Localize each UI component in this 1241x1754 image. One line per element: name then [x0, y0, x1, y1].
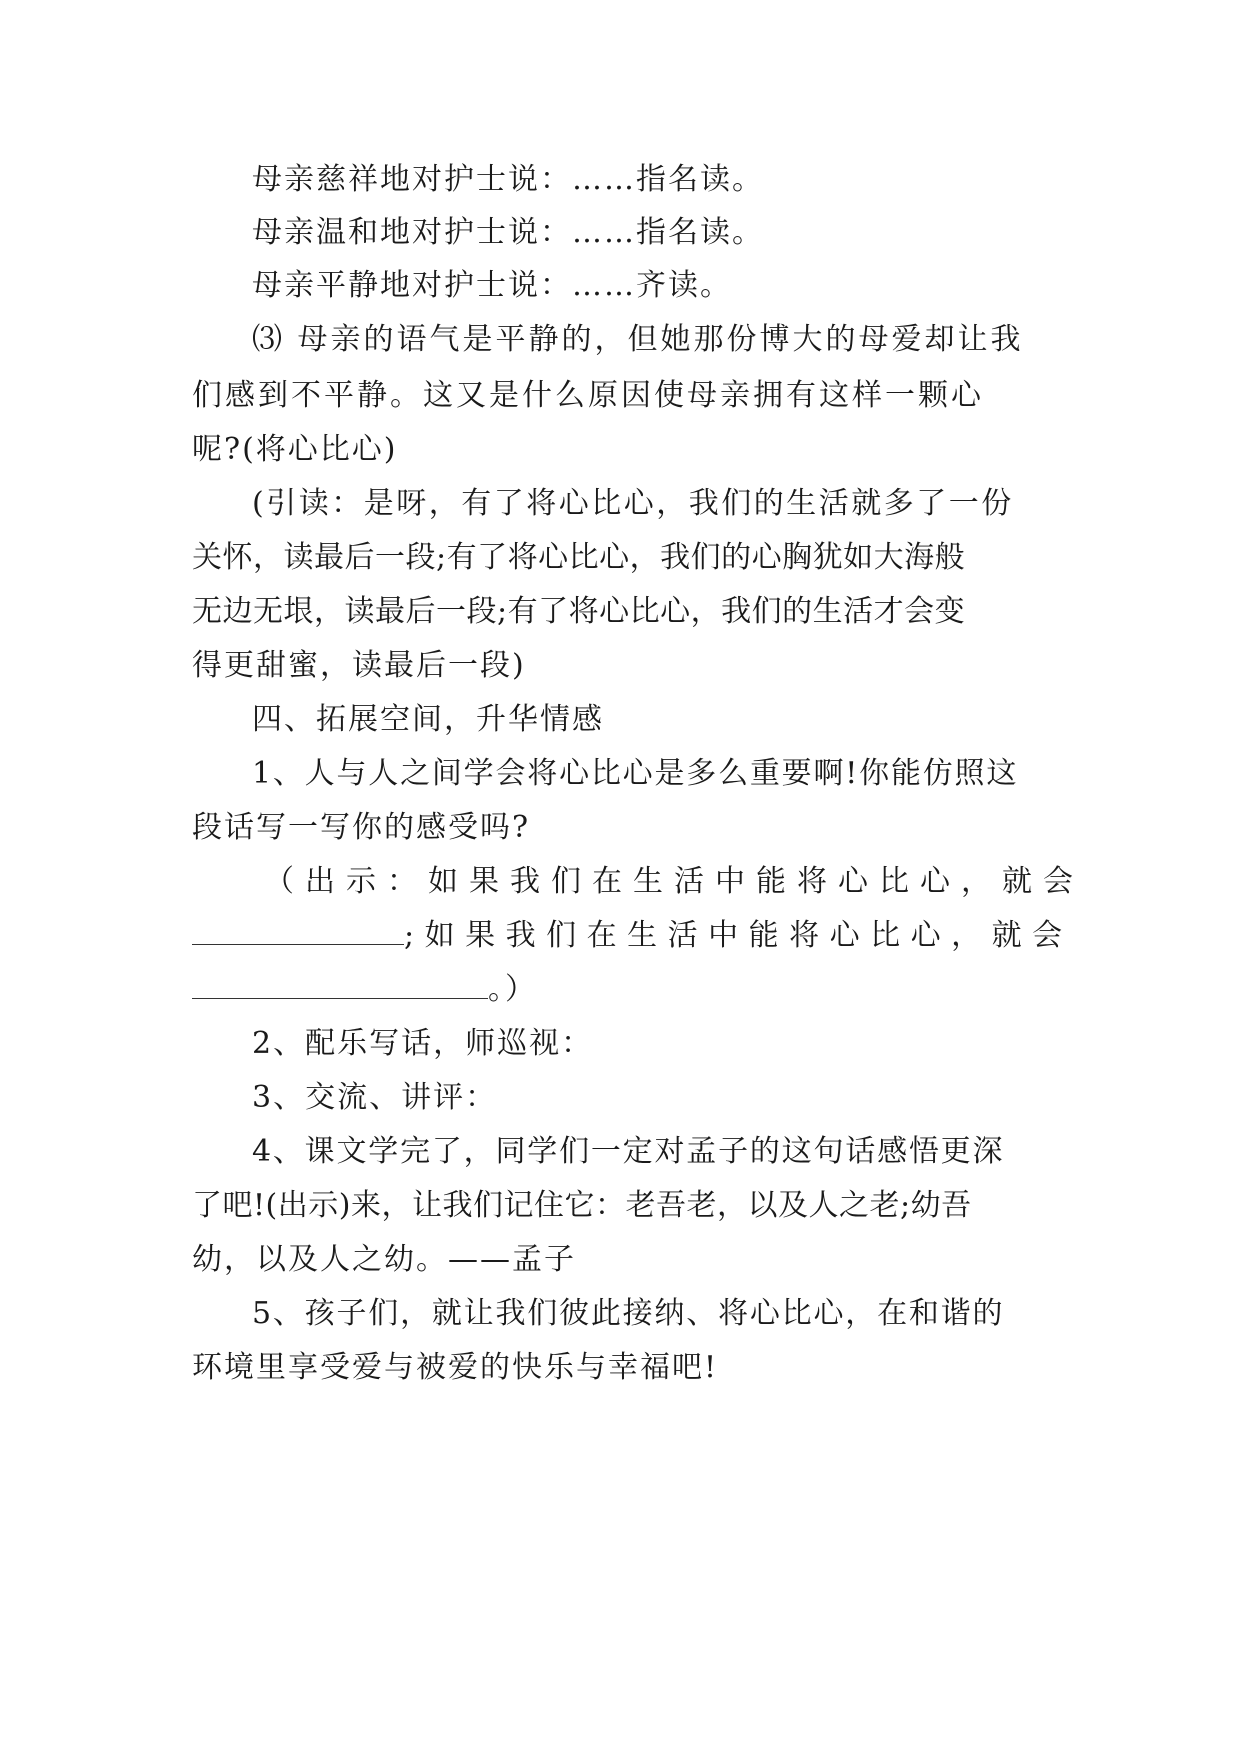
text-line-5: 们感到不平静。这又是什么原因使母亲拥有这样一颗心	[192, 378, 984, 413]
text-line-7: (引读：是呀，有了将心比心，我们的生活就多了一份	[252, 486, 1014, 521]
text-line-14: （出示：如果我们在生活中能将心比心，就会	[264, 864, 1084, 899]
text-line-20: 了吧!(出示)来，让我们记住它：老吾老，以及人之老;幼吾	[192, 1188, 972, 1223]
text-line-8: 关怀，读最后一段;有了将心比心，我们的心胸犹如大海般	[192, 540, 966, 575]
text-line-22: 5、孩子们，就让我们彼此接纳、将心比心，在和谐的	[252, 1296, 1005, 1331]
text-line-12: 1、人与人之间学会将心比心是多么重要啊!你能仿照这	[252, 756, 1019, 791]
text-line-18: 3、交流、讲评：	[252, 1080, 498, 1115]
section-heading: 四、拓展空间，升华情感	[252, 702, 604, 737]
fill-blank-1	[192, 918, 404, 945]
text-line-9: 无边无垠，读最后一段;有了将心比心，我们的生活才会变	[192, 594, 966, 629]
text-line-6: 呢?(将心比心)	[192, 432, 398, 467]
fill-blank-line-1	[192, 918, 1073, 954]
fill-blank-line-2	[192, 972, 537, 1008]
text-line-10: 得更甜蜜，读最后一段)	[192, 648, 526, 683]
blank-end: 。）	[488, 972, 537, 1007]
blank-sentence: ;如果我们在生活中能将心比心，就会	[404, 918, 1073, 953]
text-line-23: 环境里享受爱与被爱的快乐与幸福吧!	[192, 1350, 719, 1385]
text-line-2: 母亲温和地对护士说：……指名读。	[252, 215, 764, 250]
text-line-19: 4、课文学完了，同学们一定对孟子的这句话感悟更深	[252, 1134, 1005, 1169]
text-line-17: 2、配乐写话，师巡视：	[252, 1026, 594, 1061]
text-line-3: 母亲平静地对护士说：……齐读。	[252, 268, 732, 303]
text-line-4: ⑶ 母亲的语气是平静的，但她那份博大的母爱却让我	[252, 322, 1024, 357]
text-line-13: 段话写一写你的感受吗?	[192, 810, 531, 845]
text-line-21: 幼，以及人之幼。——孟子	[192, 1242, 576, 1277]
text-line-1: 母亲慈祥地对护士说：……指名读。	[252, 162, 764, 197]
fill-blank-2	[192, 972, 488, 999]
